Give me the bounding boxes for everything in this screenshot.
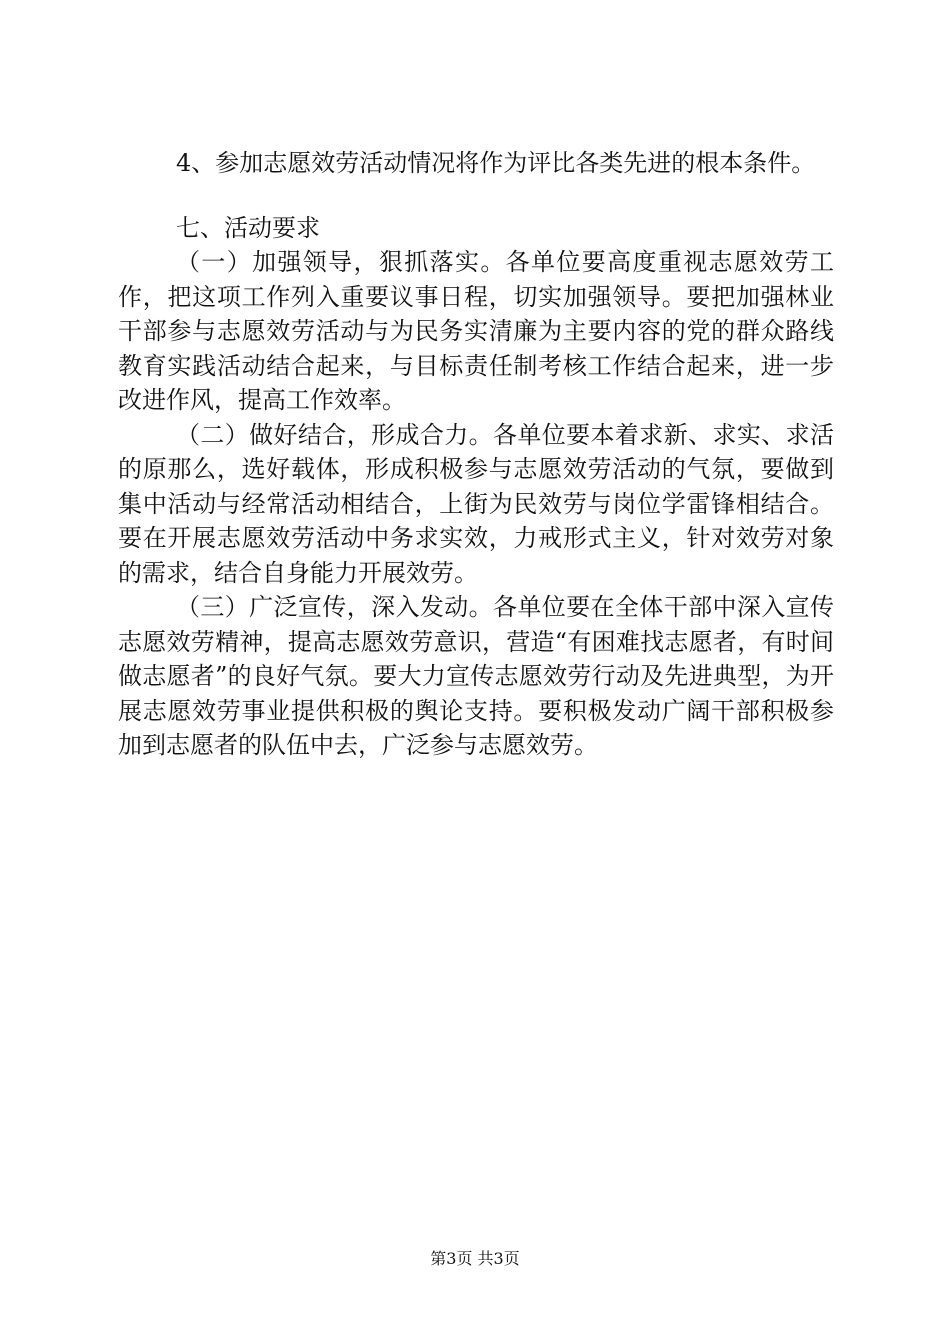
requirement-paragraph-2: （二）做好结合，形成合力。各单位要本着求新、求实、求活的原那么，选好载体，形成积极参与志愿效劳活动的气氛，要做到集中活动与经常活动相结合，上街为民效劳与岗位学雷锋相结合。要在开展志愿效劳活动中务求实效，力戒形式主义，针对效劳对象的需求，结合自身能力开展效劳。 (118, 420, 834, 587)
page-number-footer: 第3页 共3页 (430, 1249, 520, 1268)
document-body (118, 146, 834, 763)
section-heading: 七、活动要求 (176, 213, 320, 242)
paragraph-item-4: 4、参加志愿效劳活动情况将作为评比各类先进的根本条件。 (176, 149, 816, 177)
requirement-paragraph-3: （三）广泛宣传，深入发动。各单位要在全体干部中深入宣传志愿效劳精神，提高志愿效劳意识，营造“有困难找志愿者，有时间做志愿者”的良好气氛。要大力宣传志愿效劳行动及先进典型，为开展志愿效劳事业提供积极的舆论支持。要积极发动广阔干部积极参加到志愿者的队伍中去，广泛参与志愿效劳。 (118, 593, 834, 759)
requirement-paragraph-1: （一）加强领导，狠抓落实。各单位要高度重视志愿效劳工作，把这项工作列入重要议事日程，切实加强领导。要把加强林业干部参与志愿效劳活动与为民务实清廉为主要内容的党的群众路线教育实践活动结合起来，与目标责任制考核工作结合起来，进一步改进作风，提高工作效率。 (118, 248, 834, 414)
